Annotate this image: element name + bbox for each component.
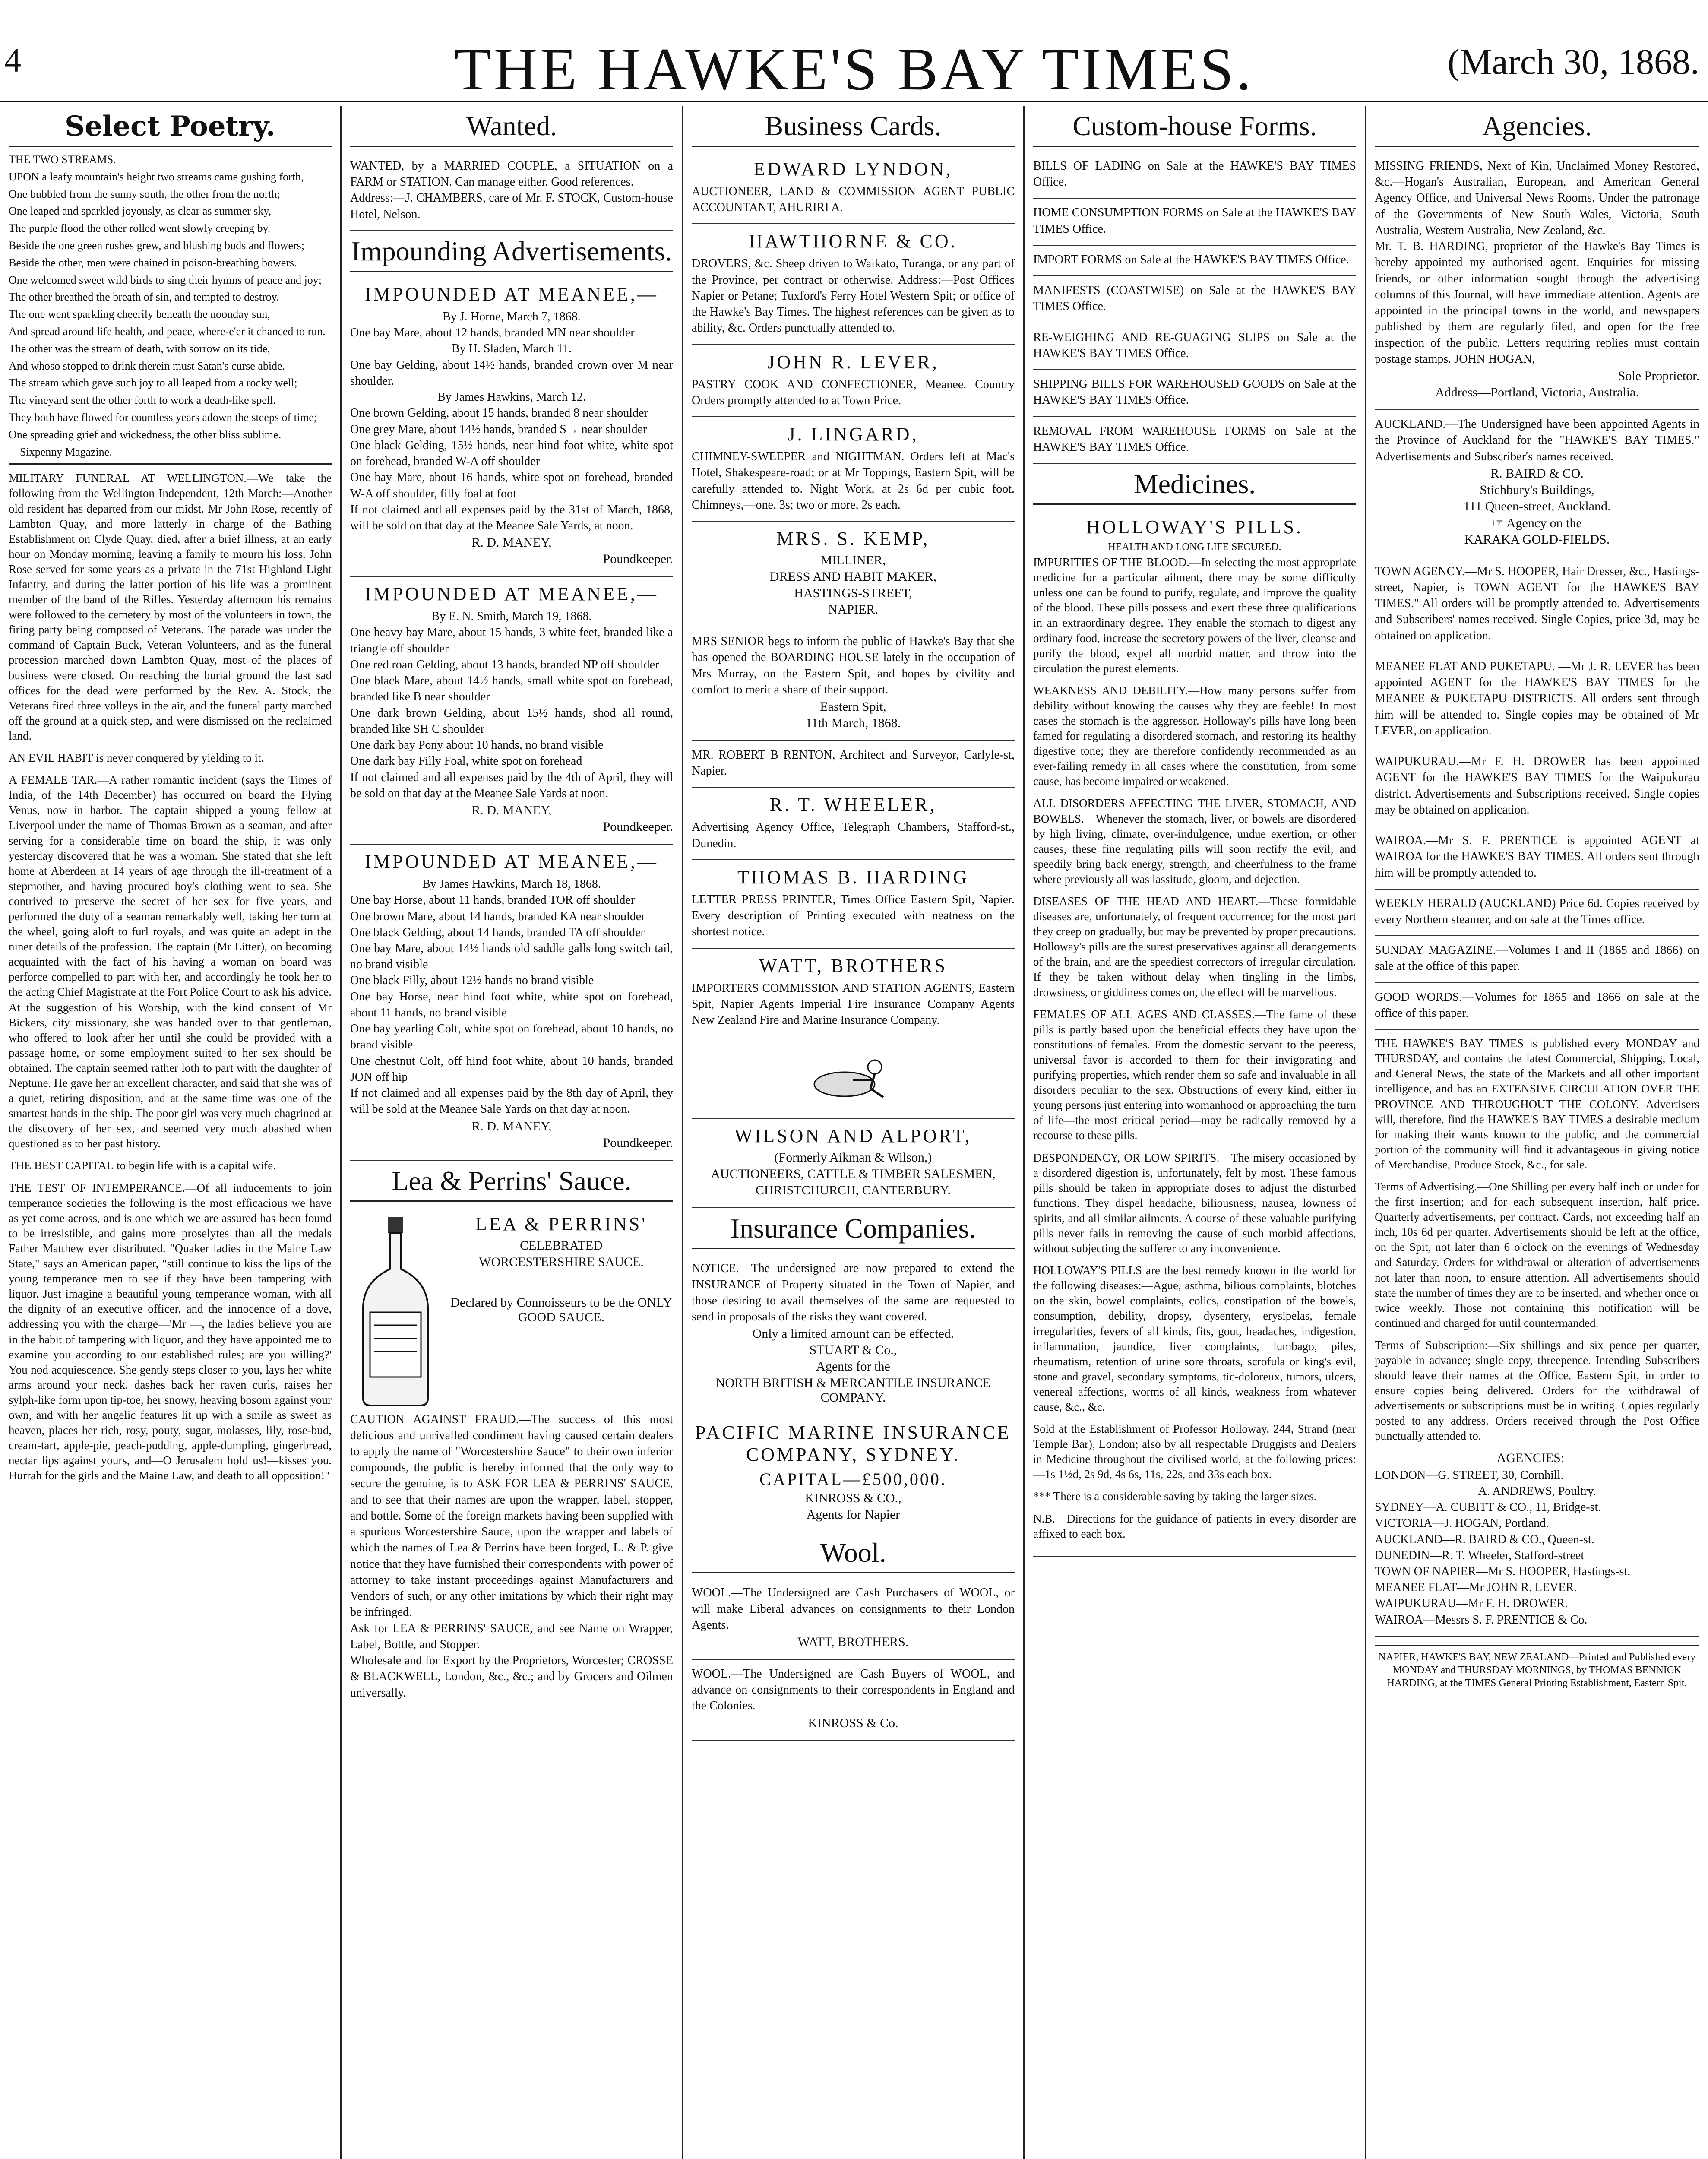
ad-missing-friends <box>1375 152 1699 410</box>
ad-paragraph: HOLLOWAY'S PILLS are the best remedy known in the world for the following diseases:—Ague, asthma, bilious complaints, blotches on the skin, bowel complaints, colics, constipation of the bowels, consumption, debility, dropsy, dysentery, erysipelas, female irregularities, fevers of all kinds, fits, gout, headaches, indigestion, inflammation, jaundice, liver complaints, lumbago, piles, rheumatism, retention of urine sore throats, scrofula or king's evil, stone and gravel, secondary symptoms, tic-doloreux, tumors, ulcers, venereal affections, worms of all kinds, weakness from whatever cause, &c., &c. <box>1033 1264 1356 1414</box>
ad-paragraph: DISEASES OF THE HEAD AND HEART.—These formidable diseases are, unfortunately, of frequent occurrence; for the most part they creep on gradually, but may be prevented by proper precautions. Holloway's pills are the surest preservatives against all derangements of the brain, and are the speediest correctors of irregular circulation. If they be taken without delay when tingling in the limbs, drowsiness, or giddiness comes on, the effect will be marvellous. <box>1033 895 1356 999</box>
ad-role: Poundkeeper. <box>603 1135 673 1150</box>
poem-source: —Sixpenny Magazine. <box>9 445 112 458</box>
ad-line: HASTINGS-STREET, <box>794 586 912 601</box>
ad-line: If not claimed and all expenses paid by the 4th of April, they will be sold on that day at the Meanee Sale Yards at noon. <box>350 770 673 800</box>
agency-item: AUCKLAND—R. BAIRD & CO., Queen-st. <box>1375 1532 1594 1546</box>
section-heading: Medicines. <box>1033 468 1356 505</box>
ad-lever <box>692 345 1015 417</box>
ad-line: If not claimed and all expenses paid by the 31st of March, 1868, will be sold on that day at the Meanee Sale Yards, at noon. <box>350 503 673 532</box>
ad-lingard <box>692 417 1015 522</box>
ad-line: One heavy bay Mare, about 15 hands, 3 white feet, branded like a triangle off shoulder <box>350 626 673 655</box>
ad-paragraph: DESPONDENCY, OR LOW SPIRITS.—The misery occasioned by a disordered digestion is, unfortunately, felt by most. These famous pills should be taken in appropriate doses to adjust the disturbed functions. They dispel headache, biliousness, nausea, lowness of spirits, and all similar ailments. A course of these valuable purifying pills never fails in removing the cause of such morbid affections, without subjecting the sufferer to any inconvenience. <box>1033 1151 1356 1255</box>
ad-title: WILSON AND ALPORT, <box>734 1125 972 1147</box>
poem <box>9 152 332 459</box>
ad-line: By E. N. Smith, March 19, 1868. <box>431 610 592 624</box>
ad-text: AUCKLAND.—The Undersigned have been appointed Agents in the Province of Auckland for the "HAWKE'S BAY TIMES." Advertisements and Subscriber's names received. <box>1375 418 1699 463</box>
ad-line: One bay Mare, about 12 hands, branded MN near shoulder <box>350 326 635 340</box>
ad-line: One grey Mare, about 14½ hands, branded S→ near shoulder <box>350 422 647 436</box>
poem-line: One welcomed sweet wild birds to sing their hymns of peace and joy; <box>9 273 322 286</box>
poem-line: The other breathed the breath of sin, and tempted to destroy. <box>9 291 279 304</box>
ad-line: One dark bay Filly Foal, white spot on forehead <box>350 754 582 768</box>
ad-paragraph: WEAKNESS AND DEBILITY.—How many persons suffer from debility without knowing the causes why they are feeble! In most cases the stomach is the aggressor. Holloway's pills have long been famed for regulating a disordered stomach, and restoring its healthy digestive tone; they are therefore confidently recommended as an ever-failing remedy in all cases where the constitution, from some cause, has become impaired or weakened. <box>1033 684 1356 788</box>
ad-text: IMPORT FORMS on Sale at the HAWKE'S BAY TIMES Office. <box>1033 253 1349 266</box>
ad-impounded-2 <box>350 577 673 845</box>
ad-line: One brown Gelding, about 15 hands, branded 8 near shoulder <box>350 406 648 420</box>
ad-line: (Formerly Aikman & Wilson,) <box>774 1150 932 1165</box>
ad-title: THOMAS B. HARDING <box>737 866 969 888</box>
ad-text: MRS SENIOR begs to inform the public of Hawke's Bay that she has opened the BOARDING HOUSE lately in the occupation of Mrs Murray, on the Eastern Spit, and hopes by civility and comfort to merit a share of their support. <box>692 635 1015 696</box>
sheep-shearing-icon <box>797 1037 909 1102</box>
ad-line: CHRISTCHURCH, CANTERBURY. <box>755 1183 951 1198</box>
ad-text: MEANEE FLAT AND PUKETAPU. —Mr J. R. LEVER has been appointed AGENT for the HAWKE'S BAY TIMES for the MEANEE & PUKETAPU DISTRICTS. All orders sent through him will be attended to. Single copies may be obtained of Mr LEVER, on application. <box>1375 659 1699 738</box>
ad-paragraph: Sold at the Establishment of Professor Holloway, 244, Strand (near Temple Bar), London; also by all respectable Druggists and Dealers in Medicine throughout the civilised world, at the following prices:—1s 1½d, 2s 9d, 4s 6s, 11s, 22s, and 33s each box. <box>1033 1422 1356 1481</box>
ad-text: TOWN AGENCY.—Mr S. HOOPER, Hair Dresser, &c., Hastings-street, Napier, is TOWN AGENT for the HAWKE'S BAY TIMES." All orders will be promptly attended to. Advertisements and Subscribers' names received. Single Copies, price 3d, may be obtained on application. <box>1375 564 1699 643</box>
article-title: AN EVIL HABIT <box>9 751 93 765</box>
ad-line: By James Hawkins, March 18, 1868. <box>422 877 601 891</box>
ad-form <box>1033 152 1356 199</box>
ad-harding <box>692 860 1015 949</box>
ad-ask: Ask for LEA & PERRINS' SAUCE, and see Name on Wrapper, Label, Bottle, and Stopper. <box>350 1621 673 1651</box>
newspaper-title: THE HAWKE'S BAY TIMES. <box>454 36 1254 103</box>
ad-subtitle: CELEBRATED <box>520 1238 603 1253</box>
ad-paragraph: THE HAWKE'S BAY TIMES is published every MONDAY and THURSDAY, and contains the latest Commercial, Shipping, Local, and General News, the state of the Markets and all other important intelligence, and has an EXTENSIVE CIRCULATION OVER THE PROVINCE AND THROUGHOUT THE COLONY. Advertisers will, therefore, find the HAWKE'S BAY TIMES a desirable medium for making their wants known to the public, and the commercial portion of the community will find it advantageous in giving notice of Merchandise, Produce Stock, &c., for sale. <box>1375 1037 1699 1171</box>
ad-text: MANIFESTS (COASTWISE) on Sale at the HAWKE'S BAY TIMES Office. <box>1033 284 1356 313</box>
agency-item: TOWN OF NAPIER—Mr S. HOOPER, Hastings-st. <box>1375 1564 1631 1578</box>
ad-weekly-herald <box>1375 890 1699 936</box>
ad-signature: R. D. MANEY, <box>471 1119 552 1133</box>
ad-capital: CAPITAL—£500,000. <box>759 1469 947 1489</box>
issue-date: (March 30, 1868. <box>1447 42 1699 82</box>
ad-title: JOHN R. LEVER, <box>767 351 939 373</box>
poem-line: The stream which gave such joy to all leaped from a rocky well; <box>9 377 297 389</box>
ad-line: One black Mare, about 14½ hands, small white spot on forehead, branded like B near shoulder <box>350 674 673 704</box>
ad-paragraph: ALL DISORDERS AFFECTING THE LIVER, STOMACH, AND BOWELS.—Whenever the stomach, liver, or bowels are disordered by high living, climate, over-indulgence, undue exertion, or other causes, these fine regulating pills will soon rectify the evil, and speedily bring back energy, strength, and cheerfulness to the frame where previously all was lassitude, gloom, and dejection. <box>1033 797 1356 886</box>
column-wanted-impounding <box>342 106 683 2159</box>
ad-text: Advertising Agency Office, Telegraph Chambers, Stafford-st., Dunedin. <box>692 820 1015 850</box>
ad-line: AUCTIONEERS, CATTLE & TIMBER SALESMEN, <box>711 1167 996 1181</box>
section-heading: Custom-house Forms. <box>1033 110 1356 147</box>
ad-times-notice <box>1375 1030 1699 1637</box>
page-number: 4 <box>4 41 21 79</box>
article-text: —We take the following from the Wellington Independent, 12th March:—Another old resident has departed from our midst. Mr John Rose, recently of Lambton Quay, and more latterly in charge of the Bathing Establishment on Clyde Quay, died, after a brief illness, at an early hour on Monday morning, leaving a family to mourn his loss. John Rose served for some years as a private in the 71st Highland Light Infantry, and during the latter portion of his life was a prominent member of the band of the Rifles. Yesterday afternoon his remains were followed to the cemetery by most of the volunteers in town, the firing party being composed of Veterans. The parade was under the command of Captain Buck, Veteran Volunteers, and as the funeral procession marched down Lambton Quay, most of the places of business were closed. On reaching the burial ground the last sad offices for the dead were performed by the Rev. A. Stock, the Veterans fired three volleys in the air, and the funeral party marched off the ground at a quick step, and were dismissed on the reclaimed land. <box>9 472 332 742</box>
ad-note-text: Agency on the <box>1506 516 1582 530</box>
ad-text: RE-WEIGHING AND RE-GUAGING SLIPS on Sale at the HAWKE'S BAY TIMES Office. <box>1033 330 1356 360</box>
agencies-title: AGENCIES:— <box>1496 1450 1578 1465</box>
ad-signature: R. BAIRD & CO. <box>1490 466 1584 481</box>
ad-title: EDWARD LYNDON, <box>753 158 953 180</box>
section-heading: Wool. <box>692 1537 1015 1573</box>
poem-line: Beside the one green rushes grew, and blushing buds and flowers; <box>9 239 304 252</box>
ad-line: One black Gelding, 15½ hands, near hind foot white, white spot on forehead, branded W-A off shoulder <box>350 438 673 469</box>
poem-line: One bubbled from the sunny south, the other from the north; <box>9 187 280 200</box>
ad-text: NOTICE.—The undersigned are now prepared to extend the INSURANCE of Property situated in the Town of Napier, and those desiring to avail themselves of the same are requested to send in proposals of the risks they want covered. <box>692 1262 1015 1324</box>
ad-kemp <box>692 522 1015 627</box>
agency-item: VICTORIA—J. HOGAN, Portland. <box>1375 1516 1549 1530</box>
column-agencies <box>1366 106 1708 2159</box>
article-funeral <box>9 471 332 744</box>
article-intemperance <box>9 1181 332 1484</box>
ad-good-words <box>1375 983 1699 1030</box>
ad-wool-1 <box>692 1579 1015 1660</box>
ad-text: SHIPPING BILLS FOR WAREHOUSED GOODS on Sale at the HAWKE'S BAY TIMES Office. <box>1033 377 1356 407</box>
ad-wholesale: Wholesale and for Export by the Proprietors, Worcester; CROSSE & BLACKWELL, London, &c., &c.; and by Grocers and Oilmen universally. <box>350 1654 673 1700</box>
ad-pacific-marine <box>692 1415 1015 1532</box>
ad-text: AUCTIONEER, LAND & COMMISSION AGENT PUBLIC ACCOUNTANT, AHURIRI A. <box>692 185 1015 215</box>
ad-declared: Declared by Connoisseurs to be the ONLY GOOD SAUCE. <box>450 1295 672 1324</box>
poem-line: They both have flowed for countless years adown the steeps of time; <box>9 411 317 424</box>
article-title: MILITARY FUNERAL AT WELLINGTON. <box>9 472 247 485</box>
ad-title: J. LINGARD, <box>788 424 919 445</box>
ad-line: One bay Mare, about 16 hands, white spot on forehead, branded W-A off shoulder, filly foal at foot <box>350 471 673 500</box>
ad-text: WANTED, by a MARRIED COUPLE, a SITUATION on a FARM or STATION. Can manage either. Good references. <box>350 159 673 189</box>
ad-form <box>1033 276 1356 323</box>
article-title: THE TEST OF INTEMPERANCE. <box>9 1181 185 1194</box>
ad-title: R. T. WHEELER, <box>769 794 937 816</box>
ad-line: Agents for the <box>816 1359 890 1374</box>
article-text: is never conquered by yielding to it. <box>96 751 264 765</box>
ad-paragraph: FEMALES OF ALL AGES AND CLASSES.—The fame of these pills is partly based upon the beneficial effects they have upon the constitutions of females. From the domestic servant to the peeress, universal favor is accorded to them for their invigorating and purifying properties, which render them so safe and invaluable in all disorders peculiar to the sex. Obstructions of every kind, either in young persons just entering into womanhood or approaching the turn of life—the most critical period—may be radically removed by a recourse to these pills. <box>1033 1007 1356 1142</box>
ad-impounded-1 <box>350 277 673 577</box>
agency-item: MEANEE FLAT—Mr JOHN R. LEVER. <box>1375 1581 1577 1595</box>
section-heading: Select Poetry. <box>9 110 332 147</box>
ad-line: By James Hawkins, March 12. <box>437 390 586 404</box>
poem-line: Beside the other, men were chained in poison-breathing bowers. <box>9 256 297 269</box>
ad-text: IMPORTERS COMMISSION AND STATION AGENTS, Eastern Spit, Napier Agents Imperial Fire Insurance Company Agents New Zealand Fire and Marine Insurance Company. <box>692 981 1015 1027</box>
ad-senior <box>692 627 1015 741</box>
ad-insurance-notice <box>692 1254 1015 1415</box>
ad-title: IMPOUNDED AT MEANEE,— <box>365 283 658 305</box>
ad-address: Stichbury's Buildings, <box>1480 482 1594 497</box>
ad-line: STUART & Co., <box>809 1343 897 1358</box>
agency-item: A. ANDREWS, Poultry. <box>1478 1484 1596 1498</box>
ad-meanee <box>1375 652 1699 747</box>
section-heading: Wanted. <box>350 110 673 147</box>
ad-line: MILLINER, <box>820 553 886 568</box>
poem-line: One leaped and sparkled joyously, as clear as summer sky, <box>9 205 272 218</box>
ad-karaka: KARAKA GOLD-FIELDS. <box>1464 532 1610 547</box>
ad-wanted <box>350 152 673 231</box>
ad-note <box>1375 516 1699 531</box>
ad-title: IMPOUNDED AT MEANEE,— <box>365 851 658 873</box>
ad-wairoa <box>1375 826 1699 890</box>
ad-text: MISSING FRIENDS, Next of Kin, Unclaimed Money Restored, &c.—Hogan's Australian, European, and American General Agency Office, and Universal News Rooms. Under the patronage of the Governments of New South Wales, Victoria, South Australia, Western Australia, New Zealand, &c. <box>1375 159 1699 237</box>
ad-text: SUNDAY MAGAZINE.—Volumes I and II (1865 and 1866) on sale at the office of this paper. <box>1375 943 1699 973</box>
article-evil-habit <box>9 750 332 766</box>
ad-renton <box>692 741 1015 788</box>
ad-address: Address:—J. CHAMBERS, care of Mr. F. STOCK, Custom-house Hotel, Nelson. <box>350 191 673 221</box>
ad-title: HOLLOWAY'S PILLS. <box>1086 516 1303 538</box>
ad-signature: KINROSS & Co. <box>808 1716 898 1730</box>
poem-line: And whoso stopped to drink therein must Satan's curse abide. <box>9 359 285 372</box>
article-text: —Of all inducements to join temperance societies the following is the most efficacious we have as yet come across, and is one which we are assured has been found to be irresistible, and gains more proselytes than all the medals Father Matthew ever distributed. "Quaker ladies in the Maine Law State," says an American paper, "still continue to kiss the lips of the young temperance men to see if they have been tampering with liquor. Just imagine a beautiful young temperance woman, with all the dignity of an executive officer, and the innocence of a dove, addressing you with the charge—'Mr —, the ladies believe you are in the habit of tampering with liquor, and they have appointed me to examine you according to our established rules; are you willing?' You nod acquiescence. She gently steps closer to you, lays her white arms around your neck, dashes back her raven curls, raises her sylph-like form upon tip-toe, her snowy, heaving bosom against your own, and with her angelic features lit up with a smile as sweet as heaven, places her rich, rosy, pouty, sugar, molasses, lily, rose-bud, cream-tart, apple-pie, peach-pudding, apple-dumpling, gingerbread, nectar lips against yours, and—O Jerusalem hold us!—kisses you. Hurrah for the girls and the Maine Law, and death to all opposition!" <box>9 1181 332 1482</box>
agency-item: WAIPUKURAU—Mr F. H. DROWER. <box>1375 1597 1568 1611</box>
poem-line: The vineyard sent the other forth to work a death-like spell. <box>9 394 276 407</box>
column-forms-medicines <box>1025 106 1366 2159</box>
ad-line: One brown Mare, about 14 hands, branded KA near shoulder <box>350 909 645 923</box>
article-title: A FEMALE TAR. <box>9 773 98 787</box>
ad-signature: WATT, BROTHERS. <box>797 1634 909 1649</box>
ad-form <box>1033 199 1356 245</box>
ad-wool-2 <box>692 1660 1015 1741</box>
ad-form <box>1033 323 1356 370</box>
article-text: —A rather romantic incident (says the Times of India, of the 14th December) has occurred on board the Flying Venus, now in harbor. The captain shipped a young fellow at Liverpool under the name of Thomas Brown as a seaman, and after serving for a considerable time on board the ship, it was only yesterday discovered that he was a woman. She stated that she left home at Aberdeen at 14 years of age through the ill-treatment of a stepmother, and having procured boy's clothing went to sea. She contrived to preserve the secret of her sex for five years, and performed the duty of a seaman remarkably well, taking her turn at the wheel, going aloft to furl royals, and was quite an adept in the niner details of the profession. The captain (Mr Litter), on becoming acquainted with the fact of his having a woman on board was perforce compelled to part with her, and accordingly he took her to the acting Chief Magistrate at the Fort Police Court to ask his advice. At the suggestion of his Worship, with the kind consent of Mr Bickers, city missionary, she was handed over to that gentleman, who offered to look after her until she could be provided with a passage home, or some employment suited to her sex should be obtained. The captain seemed rather loth to part with the daughter of Neptune. He gave her an excellent character, and said that she was of a quiet, retiring disposition, and at the same time was one of the smartest hands in the ship. The poor girl was very much chagrined at the discovery of her sex, and seemed very much abashed when questioned as to her past history. <box>9 773 332 1150</box>
masthead <box>0 0 1708 104</box>
ad-line: One bay Horse, about 11 hands, branded TOR off shoulder <box>350 893 635 907</box>
ad-title: LEA & PERRINS' <box>475 1213 648 1235</box>
ad-line: One bay Mare, about 14½ hands old saddle galls long switch tail, no brand visible <box>350 941 673 972</box>
ad-text: DROVERS, &c. Sheep driven to Waikato, Turanga, or any part of the Province, per contract or otherwise. Address:—Post Offices Napier or Petane; Tuxford's Ferry Hotel Western Spit; or office of the Hawke's Bay Times. The highest references can be given as to ability, &c. Orders punctually attended to. <box>692 257 1015 335</box>
ad-text: WEEKLY HERALD (AUCKLAND) Price 6d. Copies received by every Northern steamer, and on sale at the Times office. <box>1375 896 1699 926</box>
ad-town-agency <box>1375 557 1699 652</box>
ad-title: IMPOUNDED AT MEANEE,— <box>365 583 658 605</box>
ad-role: Poundkeeper. <box>603 820 673 834</box>
ad-date: 11th March, 1868. <box>805 715 901 730</box>
ad-wheeler <box>692 788 1015 860</box>
ad-role: Poundkeeper. <box>603 552 673 567</box>
column-select-poetry <box>0 106 342 2159</box>
ad-line: NAPIER. <box>828 602 878 617</box>
ad-line: One dark bay Pony about 10 hands, no brand visible <box>350 738 604 752</box>
agency-item: SYDNEY—A. CUBITT & CO., 11, Bridge-st. <box>1375 1501 1601 1514</box>
section-heading: Insurance Companies. <box>692 1212 1015 1249</box>
ad-text: MR. ROBERT B RENTON, Architect and Surveyor, Carlyle-st, Napier. <box>692 748 1015 778</box>
ad-text: WAIROA.—Mr S. F. PRENTICE is appointed AGENT at WAIROA for the HAWKE'S BAY TIMES. All orders sent through him will be promptly attended to. <box>1375 834 1699 880</box>
poem-line: UPON a leafy mountain's height two streams came gushing forth, <box>9 170 304 183</box>
ad-place: Eastern Spit, <box>820 699 886 714</box>
ad-paragraph: N.B.—Directions for the guidance of patients in every disorder are affixed to each box. <box>1033 1512 1356 1540</box>
article-text: to begin life with is a capital wife. <box>117 1159 276 1172</box>
ad-text: CHIMNEY-SWEEPER and NIGHTMAN. Orders left at Mac's Hotel, Shakespeare-road; or at Mr Toppings, Eastern Spit, will be carefully attended to. Night Work, at 2s 6d per cubic foot. Chimneys,—one, 3s; two or more, 2s each. <box>692 450 1015 512</box>
poem-line: One spreading grief and wickedness, the other bliss sublime. <box>9 428 282 441</box>
article-best-capital <box>9 1158 332 1173</box>
ad-role: Sole Proprietor. <box>1618 369 1699 383</box>
ad-line: By H. Sladen, March 11. <box>451 342 572 356</box>
pointing-hand-icon: ☞ <box>1492 516 1506 530</box>
section-heading: Lea & Perrins' Sauce. <box>350 1165 673 1202</box>
ad-address: Address—Portland, Victoria, Australia. <box>1435 385 1639 400</box>
ad-line: KINROSS & CO., <box>805 1491 901 1506</box>
ad-subtitle: WORCESTERSHIRE SAUCE. <box>479 1254 644 1269</box>
ad-line: One chestnut Colt, off hind foot white, about 10 hands, branded JON off hip <box>350 1054 673 1084</box>
ad-lyndon <box>692 152 1015 224</box>
article-title: THE BEST CAPITAL <box>9 1159 114 1172</box>
ad-text: REMOVAL FROM WAREHOUSE FORMS on Sale at the HAWKE'S BAY TIMES Office. <box>1033 424 1356 454</box>
ad-text: BILLS OF LADING on Sale at the HAWKE'S BAY TIMES Office. <box>1033 159 1356 189</box>
ad-signature: R. D. MANEY, <box>471 803 552 818</box>
ad-paragraph: *** There is a considerable saving by taking the larger sizes. <box>1033 1490 1317 1503</box>
ad-form <box>1033 370 1356 417</box>
poem-title: THE TWO STREAMS. <box>9 153 116 166</box>
ad-waipukurau <box>1375 747 1699 826</box>
ad-text: Mr. T. B. HARDING, proprietor of the Hawke's Bay Times is hereby appointed my authorised agent. Enquiries for missing friends, or other information sought through the advertising columns of this Journal, will have immediate attention. Agents are appointed in the principal towns in the world, and newspapers published by them are regularly filed, and open for the free inspection of the public. Letters requiring replies must contain postage stamps. JOHN HOGAN, <box>1375 240 1699 366</box>
ad-form <box>1033 246 1356 276</box>
ad-line: By J. Horne, March 7, 1868. <box>443 310 581 323</box>
agency-item: WAIROA—Messrs S. F. PRENTICE & Co. <box>1375 1613 1588 1627</box>
ad-watt <box>692 949 1015 1119</box>
ad-holloway <box>1033 510 1356 1557</box>
poem-line: And spread around life health, and peace, where-e'er it chanced to run. <box>9 325 326 338</box>
ad-auckland <box>1375 410 1699 557</box>
ad-sunday-magazine <box>1375 936 1699 983</box>
ad-line: One dark brown Gelding, about 15½ hands, shod all round, branded like SH C shoulder <box>350 706 673 736</box>
column-business-cards <box>683 106 1025 2159</box>
agency-item: DUNEDIN—R. T. Wheeler, Stafford-street <box>1375 1548 1585 1562</box>
ad-text: GOOD WORDS.—Volumes for 1865 and 1866 on sale at the office of this paper. <box>1375 990 1699 1020</box>
ad-signature: R. D. MANEY, <box>471 535 552 550</box>
ad-form <box>1033 417 1356 464</box>
poem-line: The other was the stream of death, with sorrow on its tide, <box>9 342 270 355</box>
ad-paragraph: IMPURITIES OF THE BLOOD.—In selecting the most appropriate medicine for a particular ailment, there may be some difficulty unless one can be found to purify, regulate, and improve the quality of the blood. These pills possess and exert these three qualifications in an extraordinary degree. They enable the stomach to digest any ordinary food, increase the secretory powers of the liver, cleanse and purify the blood, expel all morbid matter, and throw into the circulation the purest elements. <box>1033 556 1356 675</box>
ad-line: One bay Gelding, about 14½ hands, branded crown over M near shoulder. <box>350 358 673 388</box>
ad-limited: Only a limited amount can be effected. <box>752 1326 954 1341</box>
ad-line: DRESS AND HABIT MAKER, <box>769 570 937 584</box>
article-female-tar <box>9 772 332 1151</box>
poem-line: The one went sparkling cheerily beneath the noonday sun, <box>9 308 270 321</box>
section-heading: Agencies. <box>1375 110 1699 147</box>
agency-item: LONDON—G. STREET, 30, Cornhill. <box>1375 1468 1564 1482</box>
ad-line: One black Filly, about 12½ hands no brand visible <box>350 974 594 988</box>
ad-address: 111 Queen-street, Auckland. <box>1463 499 1611 513</box>
ad-line: One bay yearling Colt, white spot on forehead, about 10 hands, no brand visible <box>350 1022 673 1052</box>
ad-hawthorne <box>692 224 1015 345</box>
ad-text: PASTRY COOK AND CONFECTIONER, Meanee. Country Orders promptly attended to at Town Price. <box>692 377 1015 407</box>
ad-title: WATT, BROTHERS <box>759 955 947 976</box>
ad-text: WAIPUKURAU.—Mr F. H. DROWER has been appointed AGENT for the HAWKE'S BAY TIMES for the Waipukurau district. Advertisements and Subscriptions received. Single copies may be obtained on application. <box>1375 755 1699 817</box>
ad-text: LETTER PRESS PRINTER, Times Office Eastern Spit, Napier. Every description of Printing executed with neatness on the shortest notice. <box>692 893 1015 939</box>
ad-line: If not claimed and all expenses paid by the 8th day of April, they will be sold at the Meanee Sale Yards on that day at noon. <box>350 1086 673 1116</box>
ad-paragraph: Terms of Advertising.—One Shilling per every half inch or under for the first insertion; and for each subsequent insertion, half price. Quarterly advertisements, per contract. Cards, not exceeding half an inch, 10s 6d per quarter. Advertisements should be left at the office, on the Spit, not later than 6 o'clock on the evenings of Wednesday and Saturday. Orders for withdrawal or alteration of advertisements not later than noon, to ensure attention. All advertisements should state the number of times they are to be inserted, and whether once or twice weekly. Those not containing this notification will be continued and charged for until countermanded. <box>1375 1180 1699 1330</box>
ad-line: One red roan Gelding, about 13 hands, branded NP off shoulder <box>350 658 659 671</box>
imprint: NAPIER, HAWKE'S BAY, NEW ZEALAND—Printed and Published every MONDAY and THURSDAY MORNINGS, by THOMAS BENNICK HARDING, at the TIMES General Printing Establishment, Eastern Spit. <box>1375 1645 1699 1690</box>
ad-title: MRS. S. KEMP, <box>776 528 930 550</box>
divider <box>9 463 332 465</box>
ad-text: HOME CONSUMPTION FORMS on Sale at the HAWKE'S BAY TIMES Office. <box>1033 206 1356 236</box>
ad-line: NORTH BRITISH & MERCANTILE INSURANCE COMPANY. <box>715 1376 991 1405</box>
ad-line: One black Gelding, about 14 hands, branded TA off shoulder <box>350 925 645 939</box>
ad-impounded-3 <box>350 845 673 1161</box>
ad-text: WOOL.—The Undersigned are Cash Buyers of WOOL, and advance on consignments to their correspondents in England and the Colonies. <box>692 1667 1015 1713</box>
ad-caution: CAUTION AGAINST FRAUD.—The success of this most delicious and unrivalled condiment having caused certain dealers to apply the name of "Worcestershire Sauce" to their own inferior compounds, the public is hereby informed that the only way to secure the genuine, is to ASK FOR LEA & PERRINS' SAUCE, and to see that their names are upon the wrapper, label, stopper, and bottle. Some of the foreign markets having been supplied with a spurious Worcestershire Sauce, upon the wrapper and labels of which the names of Lea & Perrins have been forged, L. & P. give notice that they have furnished their correspondents with power of attorney to take instant proceedings against Manufacturers and Vendors of such, or any other imitations by which their right may be infringed. <box>350 1412 673 1619</box>
section-heading: Impounding Advertisements. <box>350 235 673 272</box>
ad-title: PACIFIC MARINE INSURANCE COMPANY, SYDNEY. <box>695 1422 1012 1466</box>
section-heading: Business Cards. <box>692 110 1015 147</box>
ad-lea-perrins <box>350 1207 673 1709</box>
poem-line: The purple flood the other rolled went slowly creeping by. <box>9 222 271 235</box>
ad-line: One bay Horse, near hind foot white, white spot on forehead, about 11 hands, no brand visible <box>350 990 673 1019</box>
ad-line: Agents for Napier <box>806 1507 900 1522</box>
ad-subtitle: HEALTH AND LONG LIFE SECURED. <box>1108 541 1281 553</box>
ad-paragraph: Terms of Subscription:—Six shillings and six pence per quarter, payable in advance; single copy, threepence. Intending Subscribers should leave their names at the Office, Eastern Spit, in order to ensure copies being delivered. Orders for the withdrawal of advertisements or subscriptions must be in writing. Copies regularly posted to any address. Orders received through the Post Office punctually attended to. <box>1375 1338 1699 1443</box>
ad-title: HAWTHORNE & CO. <box>749 231 958 252</box>
ad-wilson-alport <box>692 1119 1015 1208</box>
ad-text: WOOL.—The Undersigned are Cash Purchasers of WOOL, or will make Liberal advances on consignments to their London Agents. <box>692 1586 1015 1632</box>
sauce-bottle-icon <box>350 1217 441 1407</box>
